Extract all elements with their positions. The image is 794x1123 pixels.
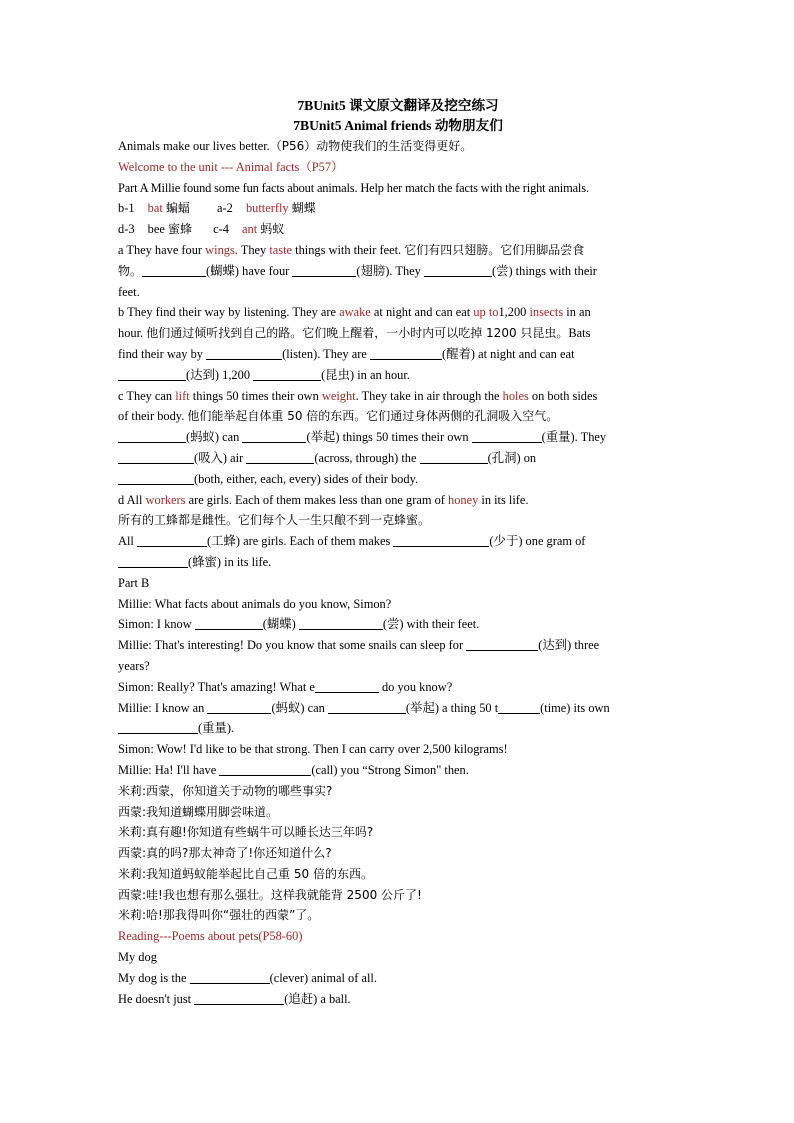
text: things 50 times their own <box>189 388 322 403</box>
hint: (吸入) air <box>194 450 247 465</box>
hint: (蝴蝶) <box>262 617 299 632</box>
fact-d-translation: 所有的工蜂都是雌性。它们每个人一生只酿不到一克蜂蜜。 <box>118 513 431 528</box>
translation: 他们通过倾听找到自己的路。它们晚上醒着，一小时内可以吃掉 1200 只昆虫。 <box>146 326 569 341</box>
text: things with their feet. <box>292 242 405 257</box>
welcome-heading: Welcome to the unit --- Animal facts（P57） <box>118 159 344 174</box>
text: . They take in air through the <box>355 388 503 403</box>
match-code: d-3 <box>118 222 135 237</box>
text: Simon: Really? That's amazing! What e <box>118 679 315 694</box>
blank-field[interactable] <box>206 346 282 360</box>
dialogue-translation: 西蒙:哇!我也想有那么强壮。这样我就能背 2500 公斤了! <box>118 887 422 902</box>
fact-d-line-3 <box>118 531 678 552</box>
blank-field[interactable] <box>118 720 198 734</box>
text: find their way by <box>118 346 207 361</box>
hint: (listen). They are <box>282 346 370 361</box>
fact-b-line-2 <box>118 323 678 344</box>
hint: (尝) things with their <box>491 263 597 278</box>
text: in its life. <box>478 492 529 507</box>
text: 1,200 <box>498 305 530 320</box>
blank-field[interactable] <box>118 471 194 485</box>
hint: (追赶) a ball. <box>284 991 351 1006</box>
hint: (both, either, each, every) sides of their body. <box>194 471 419 486</box>
blank-field[interactable] <box>219 762 311 776</box>
match-word: butterfly <box>245 201 289 216</box>
key-word: weight <box>321 388 356 403</box>
text: on both sides <box>528 388 598 403</box>
worksheet-title: 7BUnit5 课文原文翻译及挖空练习 <box>297 98 499 113</box>
key-word: taste <box>269 242 293 257</box>
text: in an <box>563 305 591 320</box>
blank-field[interactable] <box>299 616 383 630</box>
key-word: wings <box>205 242 235 257</box>
dialogue-translation: 西蒙:我知道蝴蝶用脚尝味道。 <box>118 804 279 819</box>
hint: (across, through) the <box>314 450 420 465</box>
match-zh: 蝴蝶 <box>291 201 316 216</box>
match-zh: 蝙蝠 <box>165 201 190 216</box>
hint: (工蜂) are girls. Each of them makes <box>206 534 394 549</box>
blank-field[interactable] <box>142 263 206 277</box>
text: of their body. <box>118 409 188 424</box>
dialogue-line: Simon: Wow! I'd like to be that strong. Then I can carry over 2,500 kilograms! <box>118 742 508 757</box>
blank-field[interactable] <box>315 679 379 693</box>
hint: (clever) animal of all. <box>269 970 377 985</box>
fact-c-line-5 <box>118 469 678 490</box>
fact-a-line-1 <box>118 240 678 261</box>
translation: 它们有四只翅膀。它们用脚品尝食 <box>404 242 585 257</box>
text: do you know? <box>378 679 453 694</box>
hint: (重量). <box>198 721 235 736</box>
hint: (孔洞) on <box>487 450 537 465</box>
reading-heading: Reading---Poems about pets(P58-60) <box>118 929 303 944</box>
fact-d-line-1 <box>118 490 678 511</box>
key-word: insects <box>529 305 564 320</box>
dialogue-line <box>118 698 678 719</box>
blank-field[interactable] <box>118 429 186 443</box>
text: Millie: Ha! I'll have <box>118 762 220 777</box>
key-word: lift <box>175 388 190 403</box>
dialogue-translation: 米莉:我知道蚂蚁能举起比自己重 50 倍的东西。 <box>118 866 373 881</box>
key-word: up to <box>473 305 499 320</box>
blank-field[interactable] <box>137 533 207 547</box>
hint: (昆虫) in an hour. <box>321 367 410 382</box>
blank-field[interactable] <box>292 263 356 277</box>
fact-b-line-4 <box>118 365 678 386</box>
fact-a-line-3: feet. <box>118 284 140 299</box>
dialogue-line <box>118 677 678 698</box>
match-row-2 <box>118 219 678 240</box>
blank-field[interactable] <box>420 450 488 464</box>
blank-field[interactable] <box>328 700 406 714</box>
hint: (举起) a thing 50 t <box>405 700 499 715</box>
dialogue-line <box>118 614 678 635</box>
dialogue-line: Millie: What facts about animals do you know, Simon? <box>118 596 392 611</box>
dialogue-line: years? <box>118 658 150 673</box>
intro-line <box>118 136 678 157</box>
text: Bats <box>568 326 591 341</box>
fact-d-line-4 <box>118 552 678 573</box>
fact-c-line-3 <box>118 427 678 448</box>
match-word: bat <box>147 201 163 216</box>
poem-line <box>118 989 678 1010</box>
text: d All <box>118 492 146 507</box>
poem-title: My dog <box>118 950 157 965</box>
match-word: ant <box>242 222 258 237</box>
hint: (time) its own <box>540 700 610 715</box>
fact-b-line-1 <box>118 302 678 323</box>
match-code: b-1 <box>118 201 135 216</box>
part-b-heading: Part B <box>118 575 150 590</box>
fact-c-line-2 <box>118 406 678 427</box>
text: at night and can eat <box>370 305 474 320</box>
text: a They have four <box>118 242 206 257</box>
dialogue-translation: 米莉:真有趣!你知道有些蜗牛可以睡长达三年吗? <box>118 825 374 840</box>
intro-zh: （P56）动物使我们的生活变得更好。 <box>269 139 473 153</box>
hint: (蚂蚁) can <box>186 430 243 445</box>
match-code: c-4 <box>213 222 229 237</box>
text: Millie: I know an <box>118 700 208 715</box>
blank-field[interactable] <box>190 970 270 984</box>
hint: (蝴蝶) have four <box>206 263 293 278</box>
worksheet-page <box>118 96 678 1009</box>
fact-c-line-4 <box>118 448 678 469</box>
hint: (达到) 1,200 <box>186 367 254 382</box>
text: All <box>118 534 137 549</box>
hint: (蚂蚁) can <box>271 700 328 715</box>
fact-a-line-2 <box>118 261 678 282</box>
blank-field[interactable] <box>246 450 314 464</box>
lesson-title: 7BUnit5 Animal friends 动物朋友们 <box>293 118 503 133</box>
fact-c-line-1 <box>118 386 678 407</box>
key-word: honey <box>448 492 479 507</box>
dialogue-translation: 西蒙:真的吗?那太神奇了!你还知道什么? <box>118 846 332 861</box>
text: He doesn't just <box>118 991 195 1006</box>
blank-field[interactable] <box>118 554 188 568</box>
dialogue-line <box>118 718 678 739</box>
hint: (翅膀). They <box>356 263 424 278</box>
match-row-1 <box>118 198 678 219</box>
blank-field[interactable] <box>472 429 542 443</box>
hint: (举起) things 50 times their own <box>306 430 472 445</box>
blank-field[interactable] <box>242 429 306 443</box>
dialogue-line <box>118 635 678 656</box>
dialogue-translation: 米莉:西蒙，你知道关于动物的哪些事实? <box>118 783 333 798</box>
text: Simon: I know <box>118 617 195 632</box>
hint: (尝) with their feet. <box>382 617 480 632</box>
blank-field[interactable] <box>253 367 321 381</box>
blank-field[interactable] <box>498 700 540 714</box>
hint: (少于) one gram of <box>489 534 586 549</box>
blank-field[interactable] <box>118 367 186 381</box>
blank-field[interactable] <box>393 533 489 547</box>
poem-line <box>118 968 678 989</box>
match-code: a-2 <box>217 201 233 216</box>
key-word: workers <box>145 492 186 507</box>
dialogue-translation: 米莉:哈!那我得叫你“强壮的西蒙”了。 <box>118 908 320 923</box>
hint: (醒着) at night and can eat <box>441 346 575 361</box>
key-word: awake <box>339 305 371 320</box>
translation: 他们能举起自体重 50 倍的东西。它们通过身体两侧的孔洞吸入空气。 <box>187 409 559 424</box>
blank-field[interactable] <box>466 637 538 651</box>
hint: (重量). They <box>541 430 607 445</box>
text: c They can <box>118 388 176 403</box>
hint: (call) you “Strong Simon" then. <box>311 762 469 777</box>
blank-field[interactable] <box>370 346 442 360</box>
text: b They find their way by listening. They are <box>118 305 340 320</box>
dialogue-line <box>118 760 678 781</box>
text: 物。 <box>118 263 143 278</box>
blank-field[interactable] <box>195 616 263 630</box>
blank-field[interactable] <box>207 700 271 714</box>
text: Millie: That's interesting! Do you know that some snails can sleep for <box>118 638 467 653</box>
text: hour. <box>118 326 147 341</box>
intro-en: Animals make our lives better. <box>118 139 270 153</box>
blank-field[interactable] <box>194 991 284 1005</box>
part-a-instruction: Part A Millie found some fun facts about animals. Help her match the facts with the right animals. <box>118 180 589 195</box>
blank-field[interactable] <box>424 263 492 277</box>
hint: (达到) three <box>538 638 600 653</box>
match-word: bee <box>147 222 165 237</box>
key-word: holes <box>502 388 529 403</box>
blank-field[interactable] <box>118 450 194 464</box>
hint: (蜂蜜) in its life. <box>188 554 272 569</box>
fact-b-line-3 <box>118 344 678 365</box>
text: are girls. Each of them makes less than one gram of <box>185 492 448 507</box>
text: . They <box>234 242 270 257</box>
text: My dog is the <box>118 970 190 985</box>
match-zh: 蚂蚁 <box>260 222 285 237</box>
match-zh: 蜜蜂 <box>167 222 192 237</box>
